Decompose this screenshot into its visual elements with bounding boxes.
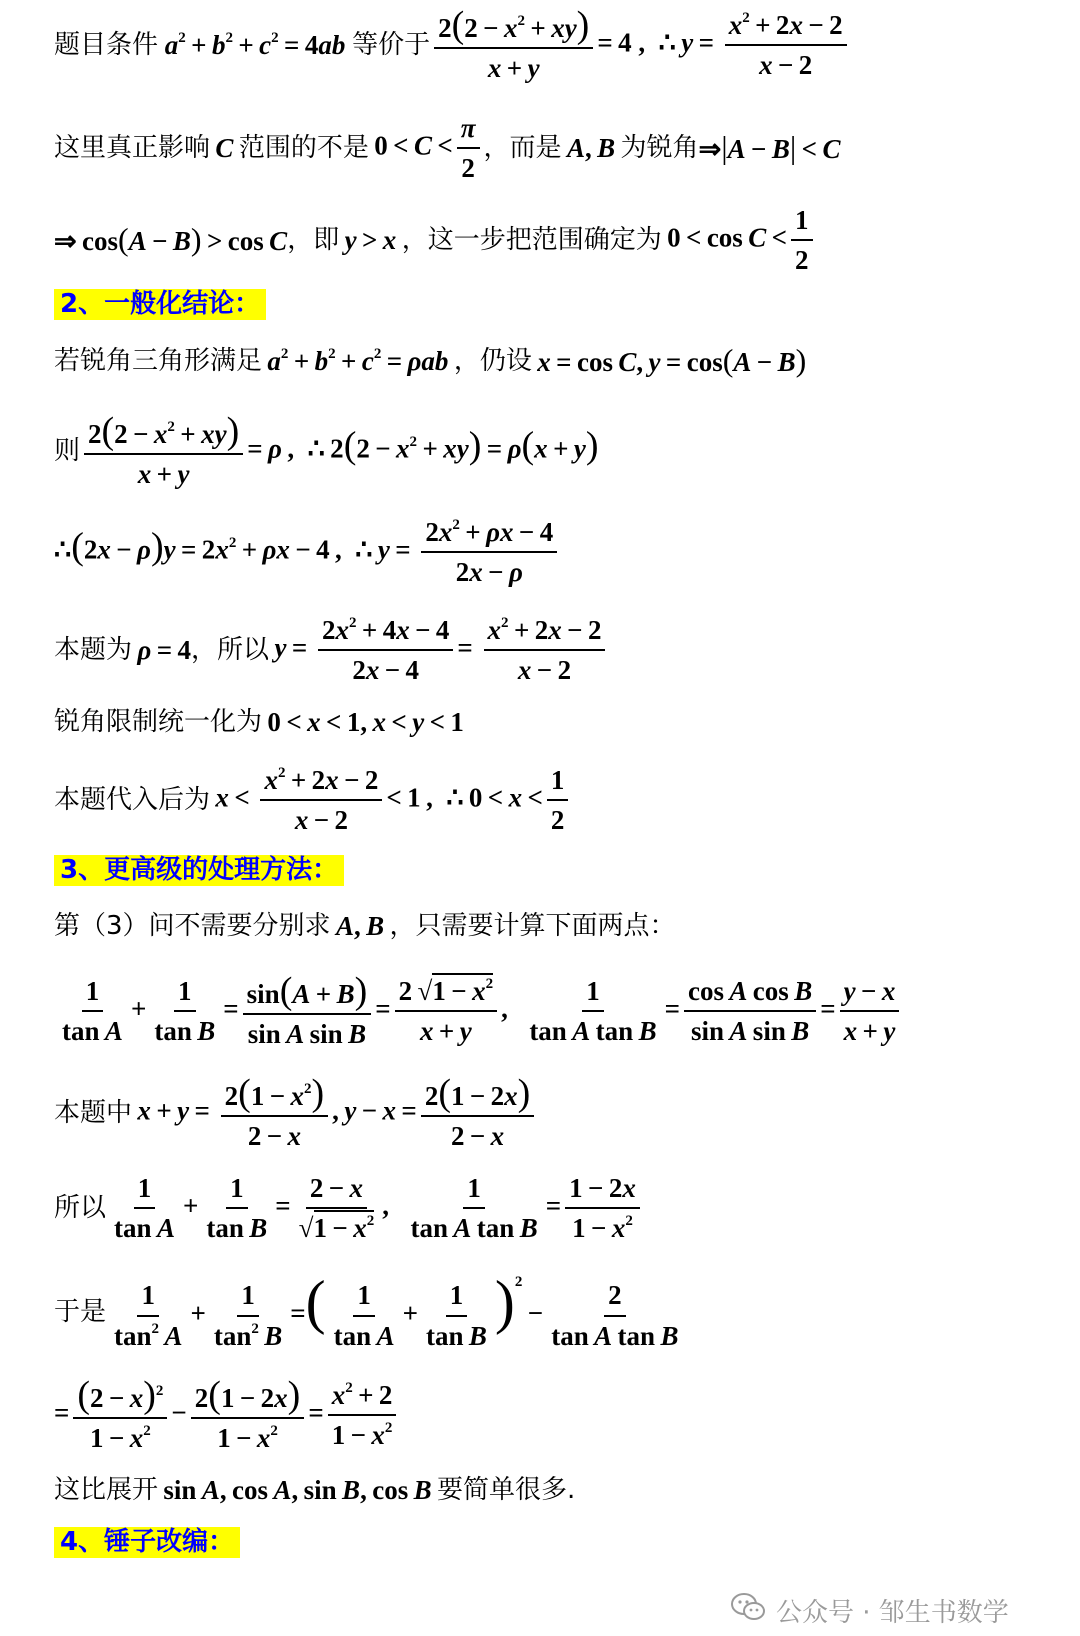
formula-abs: ⇒|A − B| < C <box>698 129 841 166</box>
text-equivalent: 等价于 <box>352 29 431 60</box>
section-heading-2 <box>54 289 1040 320</box>
text-question-3: 第（3）问不需要分别求 <box>54 910 331 941</box>
formula-line-6: ∴(2x − $\rho)y = 2x^2 + \rho x - 4$ , ∴ y = $\frac{2x^2 + \rho x - 4}{2x - \rho}$ <box>54 516 1040 589</box>
text-compared: 这比展开 <box>54 1474 159 1505</box>
text-this-step: ，这一步把范围确定为 <box>401 224 662 255</box>
formula-line-15: = $\frac{(2 - x)^2}{1 - x^2}$ − $\frac{2(1 - 2x)}{1 - x^2}$ = $\frac{x^2 + 2}{1 - x^2}$ <box>54 1376 1040 1455</box>
watermark <box>730 1592 1009 1629</box>
text-much-simpler: 要简单很多. <box>437 1474 576 1505</box>
text-still-set: ，仍设 <box>453 345 532 376</box>
formula-line-12: 本题中 x + y = $\frac{2(1 - x^2)}{2 - x}$ , y − x = $\frac{2(1 - 2x)}{2 - x}$ <box>54 1074 1040 1153</box>
heading-general-conclusion: 2、一般化结论： <box>54 289 266 320</box>
text-in-problem: 本题中 <box>54 1097 133 1128</box>
formula-line-9: 本题代入后为 x < $\frac{x^2 + 2x - 2}{x - 2}$ < 1 , ∴ 0 < x < $\frac{1}{2}$ <box>54 764 1040 837</box>
formula-line-11: $\frac{1}{\text{tan A}}$ + $\frac{1}{\text{tan B}}$ = $\frac{\sin(A + B)}{\text{sin A sin B}}$ = $\frac{2 √1 - x^2}{x + y}$ , $\frac{1}{\text{tan A tan B}}$ = $\frac{\text{cos A cos B}}{\text{sin A sin B}}$ = $\frac{y - x}{x + y}$ <box>54 972 1040 1051</box>
text-real-influence: 这里真正影响 <box>54 132 211 163</box>
formula-line-1 <box>54 6 1040 85</box>
formula-cos: ⇒ cos(A − B) > cos C <box>54 221 288 258</box>
text-substitute: 本题代入后为 <box>54 784 211 815</box>
formula-line-5: 则 $\frac{2(2 - x^2 + xy)}{x + y}$ = ρ , ∴ $2(2 - x^2 + xy) = \rho(x + y)$ <box>54 410 599 490</box>
text-so: ，所以 <box>191 634 270 665</box>
text-then: 则 <box>54 435 81 466</box>
watermark-text: 公众号 · 邹生书数学 <box>776 1598 1009 1628</box>
formula-line-3: ⇒ cos(A − B) > cos C ，即 y > x ，这一步把范围确定为 0 < cos C < $\frac{1}{2}$ <box>54 204 1040 277</box>
formula-line-10: 第（3）问不需要分别求 A, B ，只需要计算下面两点： <box>54 910 676 941</box>
text-acute-limit: 锐角限制统一化为 <box>54 706 263 737</box>
formula-equivalent: $\frac{2(2 - x^2 + xy)}{x + y}$ = 4 , ∴ y = $\frac{x^2 + 2x - 2}{x - 2}$ <box>430 6 851 85</box>
text-range-not: 范围的不是 <box>238 132 369 163</box>
text-ie: ，即 <box>287 224 340 255</box>
formula-c-range: 0 < C < $\frac{\pi}{2}$ <box>369 112 484 185</box>
wechat-icon <box>730 1592 766 1629</box>
heading-advanced-method: 3、更高级的处理方法： <box>54 855 344 886</box>
text-condition: 题目条件 <box>54 29 159 60</box>
formula-line-16: 这比展开 sin A, cos A, sin B, cos B 要简单很多. <box>54 1474 576 1505</box>
heading-hammer-adapt: 4、锤子改编： <box>54 1527 240 1558</box>
formula-line-8: 锐角限制统一化为 0 < x < 1, x < y < 1 <box>54 706 464 737</box>
text-thus: 于是 <box>54 1296 107 1327</box>
text-this-problem: 本题为 <box>54 634 133 665</box>
formula-line-14: 于是 $\frac{1}{\tan^2 A}$ + $\frac{1}{\tan^2 B}$ =( $\frac{1}{\text{tan A}}$ + $\frac{1}{\text{tan B}}$ )$^2$ − $\frac{2}{\text{tan A tan B}}$ <box>54 1269 679 1351</box>
text-but: ，而是 <box>483 132 562 163</box>
text-only-need: ，只需要计算下面两点： <box>389 910 676 941</box>
formula-line-13: 所以 $\frac{1}{\text{tan A}}$ + $\frac{1}{\text{tan B}}$ = $\frac{2 - x}{√1 - x^2}$ , $\frac{1}{\text{tan A tan B}}$ = $\frac{1 - 2x}{1 - x^2}$ <box>54 1172 1040 1245</box>
formula-line-7: 本题为 ρ = 4 ，所以 y = $\frac{2x^2 + 4x - 4}{2x - 4}$ = $\frac{x^2 + 2x - 2}{x - 2}$ <box>54 614 1040 687</box>
section-heading-3 <box>54 855 1040 886</box>
text-acute: 为锐角 <box>620 132 699 163</box>
section-heading-4 <box>54 1527 1040 1558</box>
formula-line-4: 若锐角三角形满足 $a^2 + b^2 + c^2 = \rho ab$ ，仍设 x = cos C, y = cos(A − B) <box>54 342 807 378</box>
text-therefore: 所以 <box>54 1192 107 1223</box>
formula-cos-range: 0 < cos C < $\frac{1}{2}$ <box>662 204 817 277</box>
formula-line-2: 这里真正影响 C 范围的不是 0 < C < $\frac{\pi}{2}$ ，而是 A, B 为锐角 ⇒|A − B| < C <box>54 113 841 184</box>
formula-condition: $a^2 + b^2 + c^2 = 4ab$ <box>164 30 346 61</box>
text-if-acute: 若锐角三角形满足 <box>54 345 263 376</box>
